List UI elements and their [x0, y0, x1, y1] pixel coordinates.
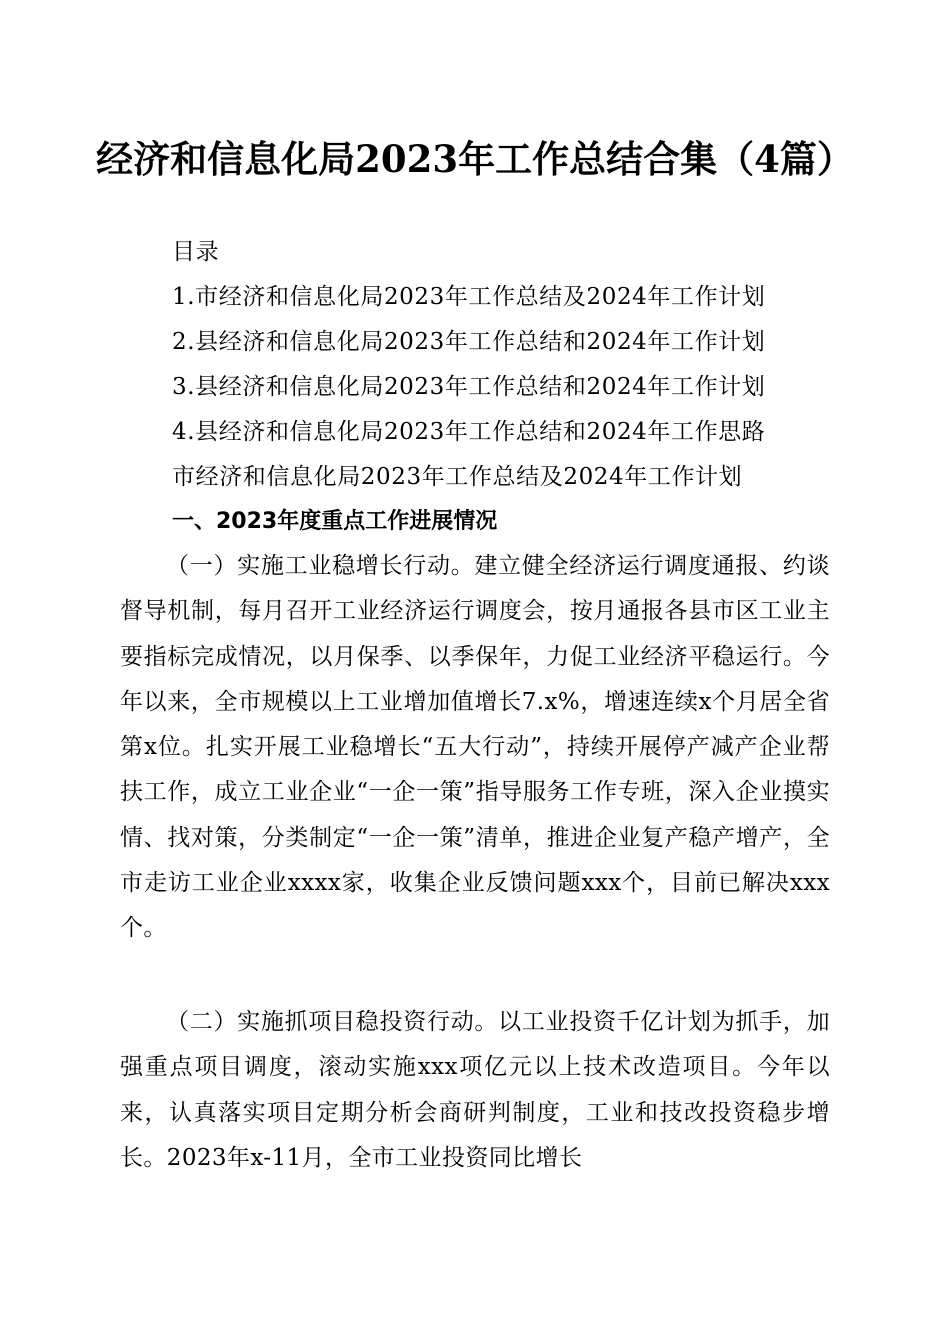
toc-item-4: 4.县经济和信息化局2023年工作总结和2024年工作思路: [172, 419, 766, 445]
paragraph-1: （一）实施工业稳增长行动。建立健全经济运行调度通报、约谈督导机制，每月召开工业经济运行调度会，按月通报各县市区工业主要指标完成情况，以月保季、以季保年，力促工业经济平稳运行。今年以来，全市规模以上工业增加值增长7.x%，增速连续x个月居全省第x位。扎实开展工业稳增长“五大行动”，持续开展停产减产企业帮扶工作，成立工业企业“一企一策”指导服务工作专班，深入企业摸实情、找对策，分类制定“一企一策”清单，推进企业复产稳产增产，全市走访工业企业xxxx家，收集企业反馈问题xxx个，目前已解决xxx个。: [120, 553, 830, 942]
paragraph-2: （二）实施抓项目稳投资行动。以工业投资千亿计划为抓手，加强重点项目调度，滚动实施xxx项亿元以上技术改造项目。今年以来，认真落实项目定期分析会商研判制度，工业和技改投资稳步增长。2023年x-11月，全市工业投资同比增长: [120, 1009, 830, 1171]
toc-item-3: 3.县经济和信息化局2023年工作总结和2024年工作计划: [172, 374, 766, 400]
toc-item-1: 1.市经济和信息化局2023年工作总结及2024年工作计划: [172, 284, 766, 310]
document-title: 经济和信息化局2023年工作总结合集（4篇）: [96, 137, 854, 181]
toc-item-2: 2.县经济和信息化局2023年工作总结和2024年工作计划: [172, 329, 766, 355]
section-heading-1: 一、2023年度重点工作进展情况: [172, 509, 498, 534]
article-title: 市经济和信息化局2023年工作总结及2024年工作计划: [172, 464, 743, 490]
toc-heading: 目录: [172, 239, 220, 265]
